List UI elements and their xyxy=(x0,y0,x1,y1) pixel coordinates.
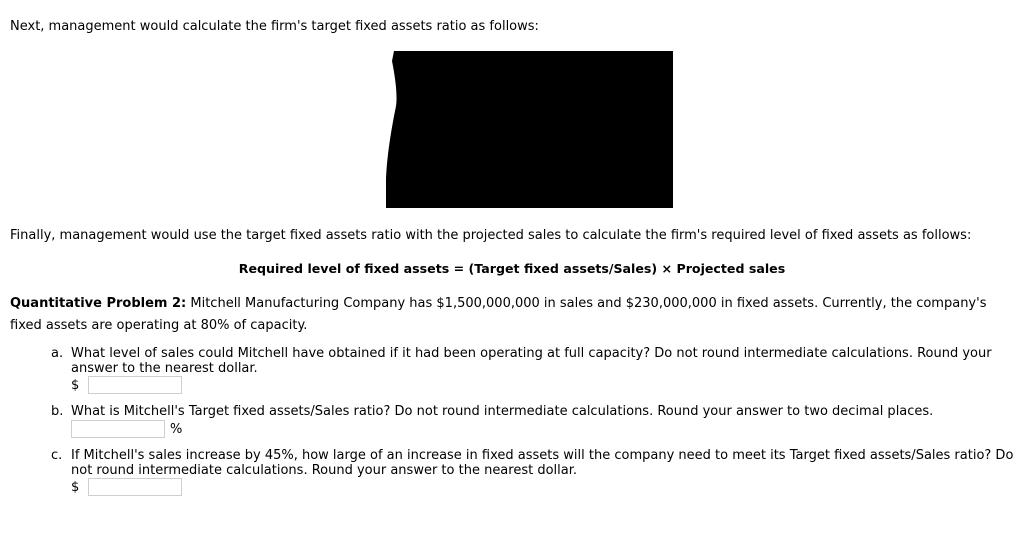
question-b-field xyxy=(71,419,182,439)
intro-text: Next, management would calculate the firm's target fixed assets ratio as follows: xyxy=(10,19,539,34)
formula-text: Required level of fixed assets = (Target fixed assets/Sales) × Projected sales xyxy=(238,261,786,276)
problem-statement xyxy=(10,293,1010,337)
redacted-image xyxy=(386,51,673,208)
question-c-letter: c. xyxy=(51,448,63,463)
redacted-block xyxy=(386,51,673,208)
problem-text: Mitchell Manufacturing Company has $1,500,000,000 in sales and $230,000,000 in fixed assets. Currently, the company's fixed assets are operating at 80% of capacity. xyxy=(10,296,987,333)
answer-a-input[interactable] xyxy=(88,376,182,394)
answer-c-input[interactable] xyxy=(88,478,182,496)
dollar-sign: $ xyxy=(71,377,80,393)
question-b-letter: b. xyxy=(51,404,64,419)
question-a-field xyxy=(71,375,182,395)
answer-b-input[interactable] xyxy=(71,420,165,438)
question-a-text: What level of sales could Mitchell have obtained if it had been operating at full capacity? Do not round intermediate calculations. Round your answer to the nearest dollar. xyxy=(71,346,992,376)
finally-text: Finally, management would use the target fixed assets ratio with the projected sales to calculate the firm's required level of fixed assets as follows: xyxy=(10,228,972,243)
question-c-text: If Mitchell's sales increase by 45%, how large of an increase in fixed assets will the company need to meet its Target fixed assets/Sales ratio? Do not round intermediate calculations. Round your answer to the nearest dollar. xyxy=(71,448,1014,478)
dollar-sign: $ xyxy=(71,479,80,495)
question-a-letter: a. xyxy=(51,346,64,361)
percent-sign: % xyxy=(170,421,183,437)
question-b-text: What is Mitchell's Target fixed assets/Sales ratio? Do not round intermediate calculations. Round your answer to two decimal places. xyxy=(71,404,934,419)
question-c-field xyxy=(71,477,182,497)
problem-label: Quantitative Problem 2: xyxy=(10,296,187,311)
